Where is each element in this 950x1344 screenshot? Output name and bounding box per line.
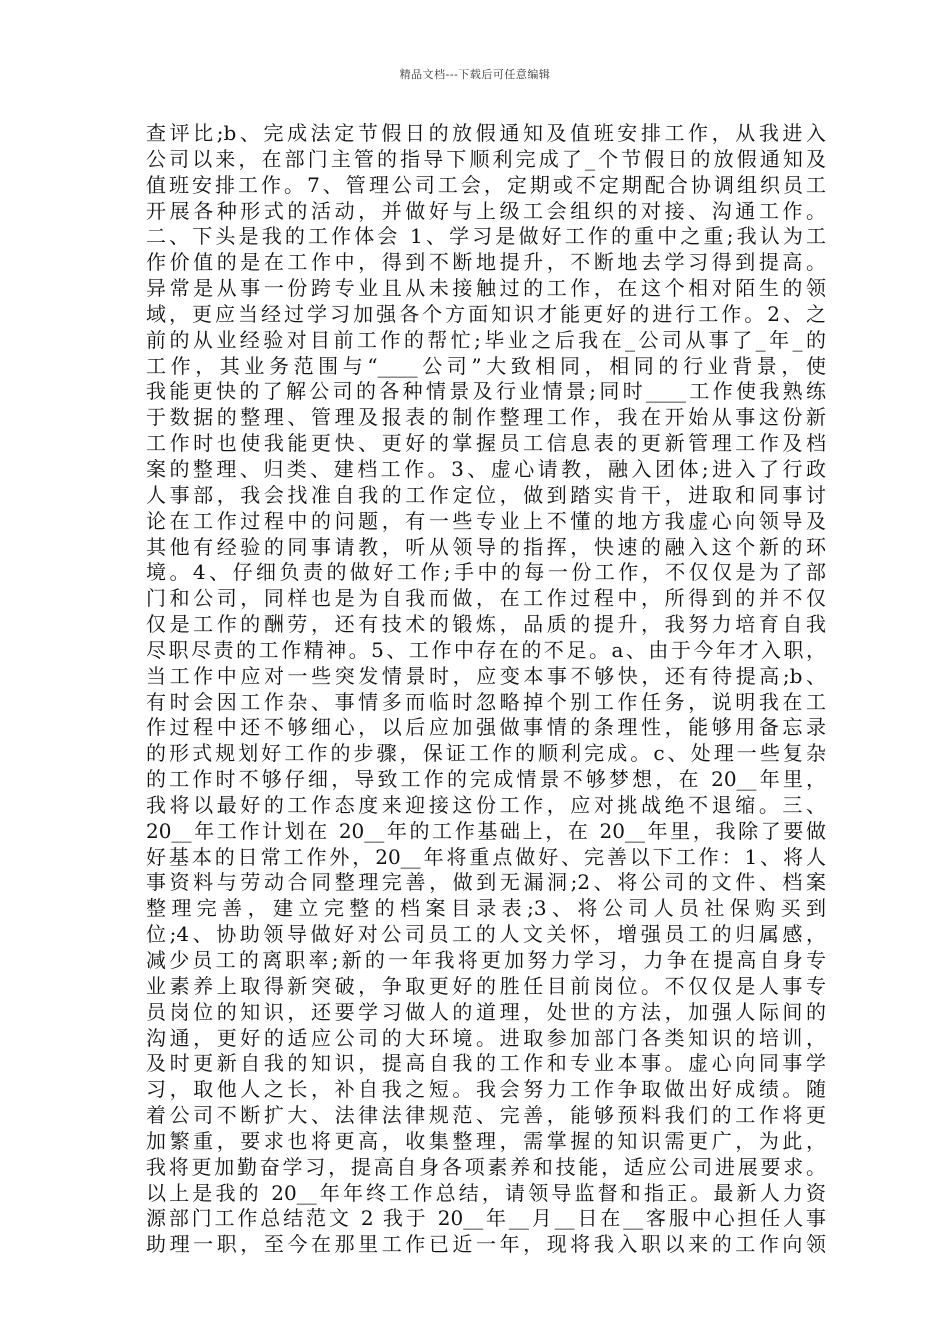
body-text (146, 121, 826, 1258)
text-line: 异常是从事一份跨专业且从未接触过的工作，在这个相对陌生的领 (146, 276, 826, 301)
text-line: 好基本的日常工作外，20__年将重点做好、完善以下工作：1、将人 (146, 844, 826, 869)
text-line: 的工作时不够仔细，导致工作的完成情景不够梦想，在 20__年里， (146, 767, 826, 792)
text-line: 开展各种形式的活动，并做好与上级工会组织的对接、沟通工作。 (146, 198, 826, 223)
text-line: 以上是我的 20__年年终工作总结，请领导监督和指正。最新人力资 (146, 1180, 826, 1205)
text-line: 减少员工的离职率;新的一年我将更加努力学习，力争在提高自身专 (146, 948, 826, 972)
text-line: 查评比;b、完成法定节假日的放假通知及值班安排工作，从我进入 (146, 121, 826, 145)
text-line: 人事部，我会找准自我的工作定位，做到踏实肯干，进取和同事讨 (146, 482, 826, 507)
text-line: 值班安排工作。7、管理公司工会，定期或不定期配合协调组织员工 (146, 172, 826, 197)
text-line: 门和公司，同样也是为自我而做，在工作过程中，所得到的并不仅 (146, 586, 826, 611)
text-line: 域，更应当经过学习加强各个方面知识才能更好的进行工作。2、之 (146, 301, 826, 326)
text-line: 仅是工作的酬劳，还有技术的锻炼，品质的提升，我努力培育自我 (146, 612, 826, 637)
text-line: 位;4、协助领导做好对公司员工的人文关怀，增强员工的归属感， (146, 922, 826, 947)
text-line: 于数据的整理、管理及报表的制作整理工作，我在开始从事这份新 (146, 405, 826, 430)
text-line: 事资料与劳动合同整理完善，做到无漏洞;2、将公司的文件、档案 (146, 870, 826, 895)
text-line: 尽职尽责的工作精神。5、工作中存在的不足。a、由于今年才入职， (146, 637, 826, 662)
text-line: 境。4、仔细负责的做好工作;手中的每一份工作，不仅仅是为了部 (146, 560, 826, 585)
text-line: 整理完善，建立完整的档案目录表;3、将公司人员社保购买到 (146, 896, 826, 921)
text-line: 作过程中还不够细心，以后应加强做事情的条理性，能够用备忘录 (146, 715, 826, 740)
text-line: 沟通，更好的适应公司的大环境。进取参加部门各类知识的培训， (146, 1025, 826, 1050)
text-line: 员岗位的知识，还要学习做人的道理，处世的方法，加强人际间的 (146, 999, 826, 1024)
page-header: 精品文档---下载后可任意编辑 (399, 68, 551, 81)
text-line: 我将更加勤奋学习，提高自身各项素养和技能，适应公司进展要求。 (146, 1154, 826, 1179)
text-line: 有时会因工作杂、事情多而临时忽略掉个别工作任务，说明我在工 (146, 689, 826, 714)
text-line: 其他有经验的同事请教，听从领导的指挥，快速的融入这个新的环 (146, 534, 826, 559)
text-line: 20__年工作计划在 20__年的工作基础上，在 20__年里，我除了要做 (146, 818, 826, 843)
text-line: 及时更新自我的知识，提高自我的工作和专业本事。虚心向同事学 (146, 1051, 826, 1076)
text-line: 工作，其业务范围与“____公司”大致相同，相同的行业背景，使 (146, 353, 826, 378)
text-line: 论在工作过程中的问题，有一些专业上不懂的地方我虚心向领导及 (146, 508, 826, 533)
text-line: 工作时也使我能更快、更好的掌握员工信息表的更新管理工作及档 (146, 431, 826, 456)
text-line: 我能更快的了解公司的各种情景及行业情景;同时____工作使我熟练 (146, 379, 826, 404)
text-line: 源部门工作总结范文 2 我于 20__年__月__日在__客服中心担任人事 (146, 1206, 826, 1231)
text-line: 当工作中应对一些突发情景时，应变本事不够快，还有待提高;b、 (146, 663, 826, 688)
text-line: 我将以最好的工作态度来迎接这份工作，应对挑战绝不退缩。三、 (146, 792, 826, 817)
text-line: 的形式规划好工作的步骤，保证工作的顺利完成。c、处理一些复杂 (146, 741, 826, 766)
text-line: 着公司不断扩大、法律法律规范、完善，能够预料我们的工作将更 (146, 1103, 826, 1128)
text-line: 助理一职，至今在那里工作已近一年，现将我入职以来的工作向领 (146, 1232, 826, 1257)
text-line: 案的整理、归类、建档工作。3、虚心请教，融入团体;进入了行政 (146, 456, 826, 481)
text-line: 业素养上取得新突破，争取更好的胜任目前岗位。不仅仅是人事专 (146, 973, 826, 998)
text-line: 作价值的是在工作中，得到不断地提升，不断地去学习得到提高。 (146, 250, 826, 275)
text-line: 习，取他人之长，补自我之短。我会努力工作争取做出好成绩。随 (146, 1077, 826, 1102)
text-line: 二、下头是我的工作体会 1、学习是做好工作的重中之重;我认为工 (146, 224, 826, 249)
text-line: 前的从业经验对目前工作的帮忙;毕业之后我在_公司从事了_年_的 (146, 327, 826, 352)
text-line: 加繁重，要求也将更高，收集整理，需掌握的知识需更广，为此， (146, 1128, 826, 1153)
text-line: 公司以来，在部门主管的指导下顺利完成了_个节假日的放假通知及 (146, 146, 826, 171)
